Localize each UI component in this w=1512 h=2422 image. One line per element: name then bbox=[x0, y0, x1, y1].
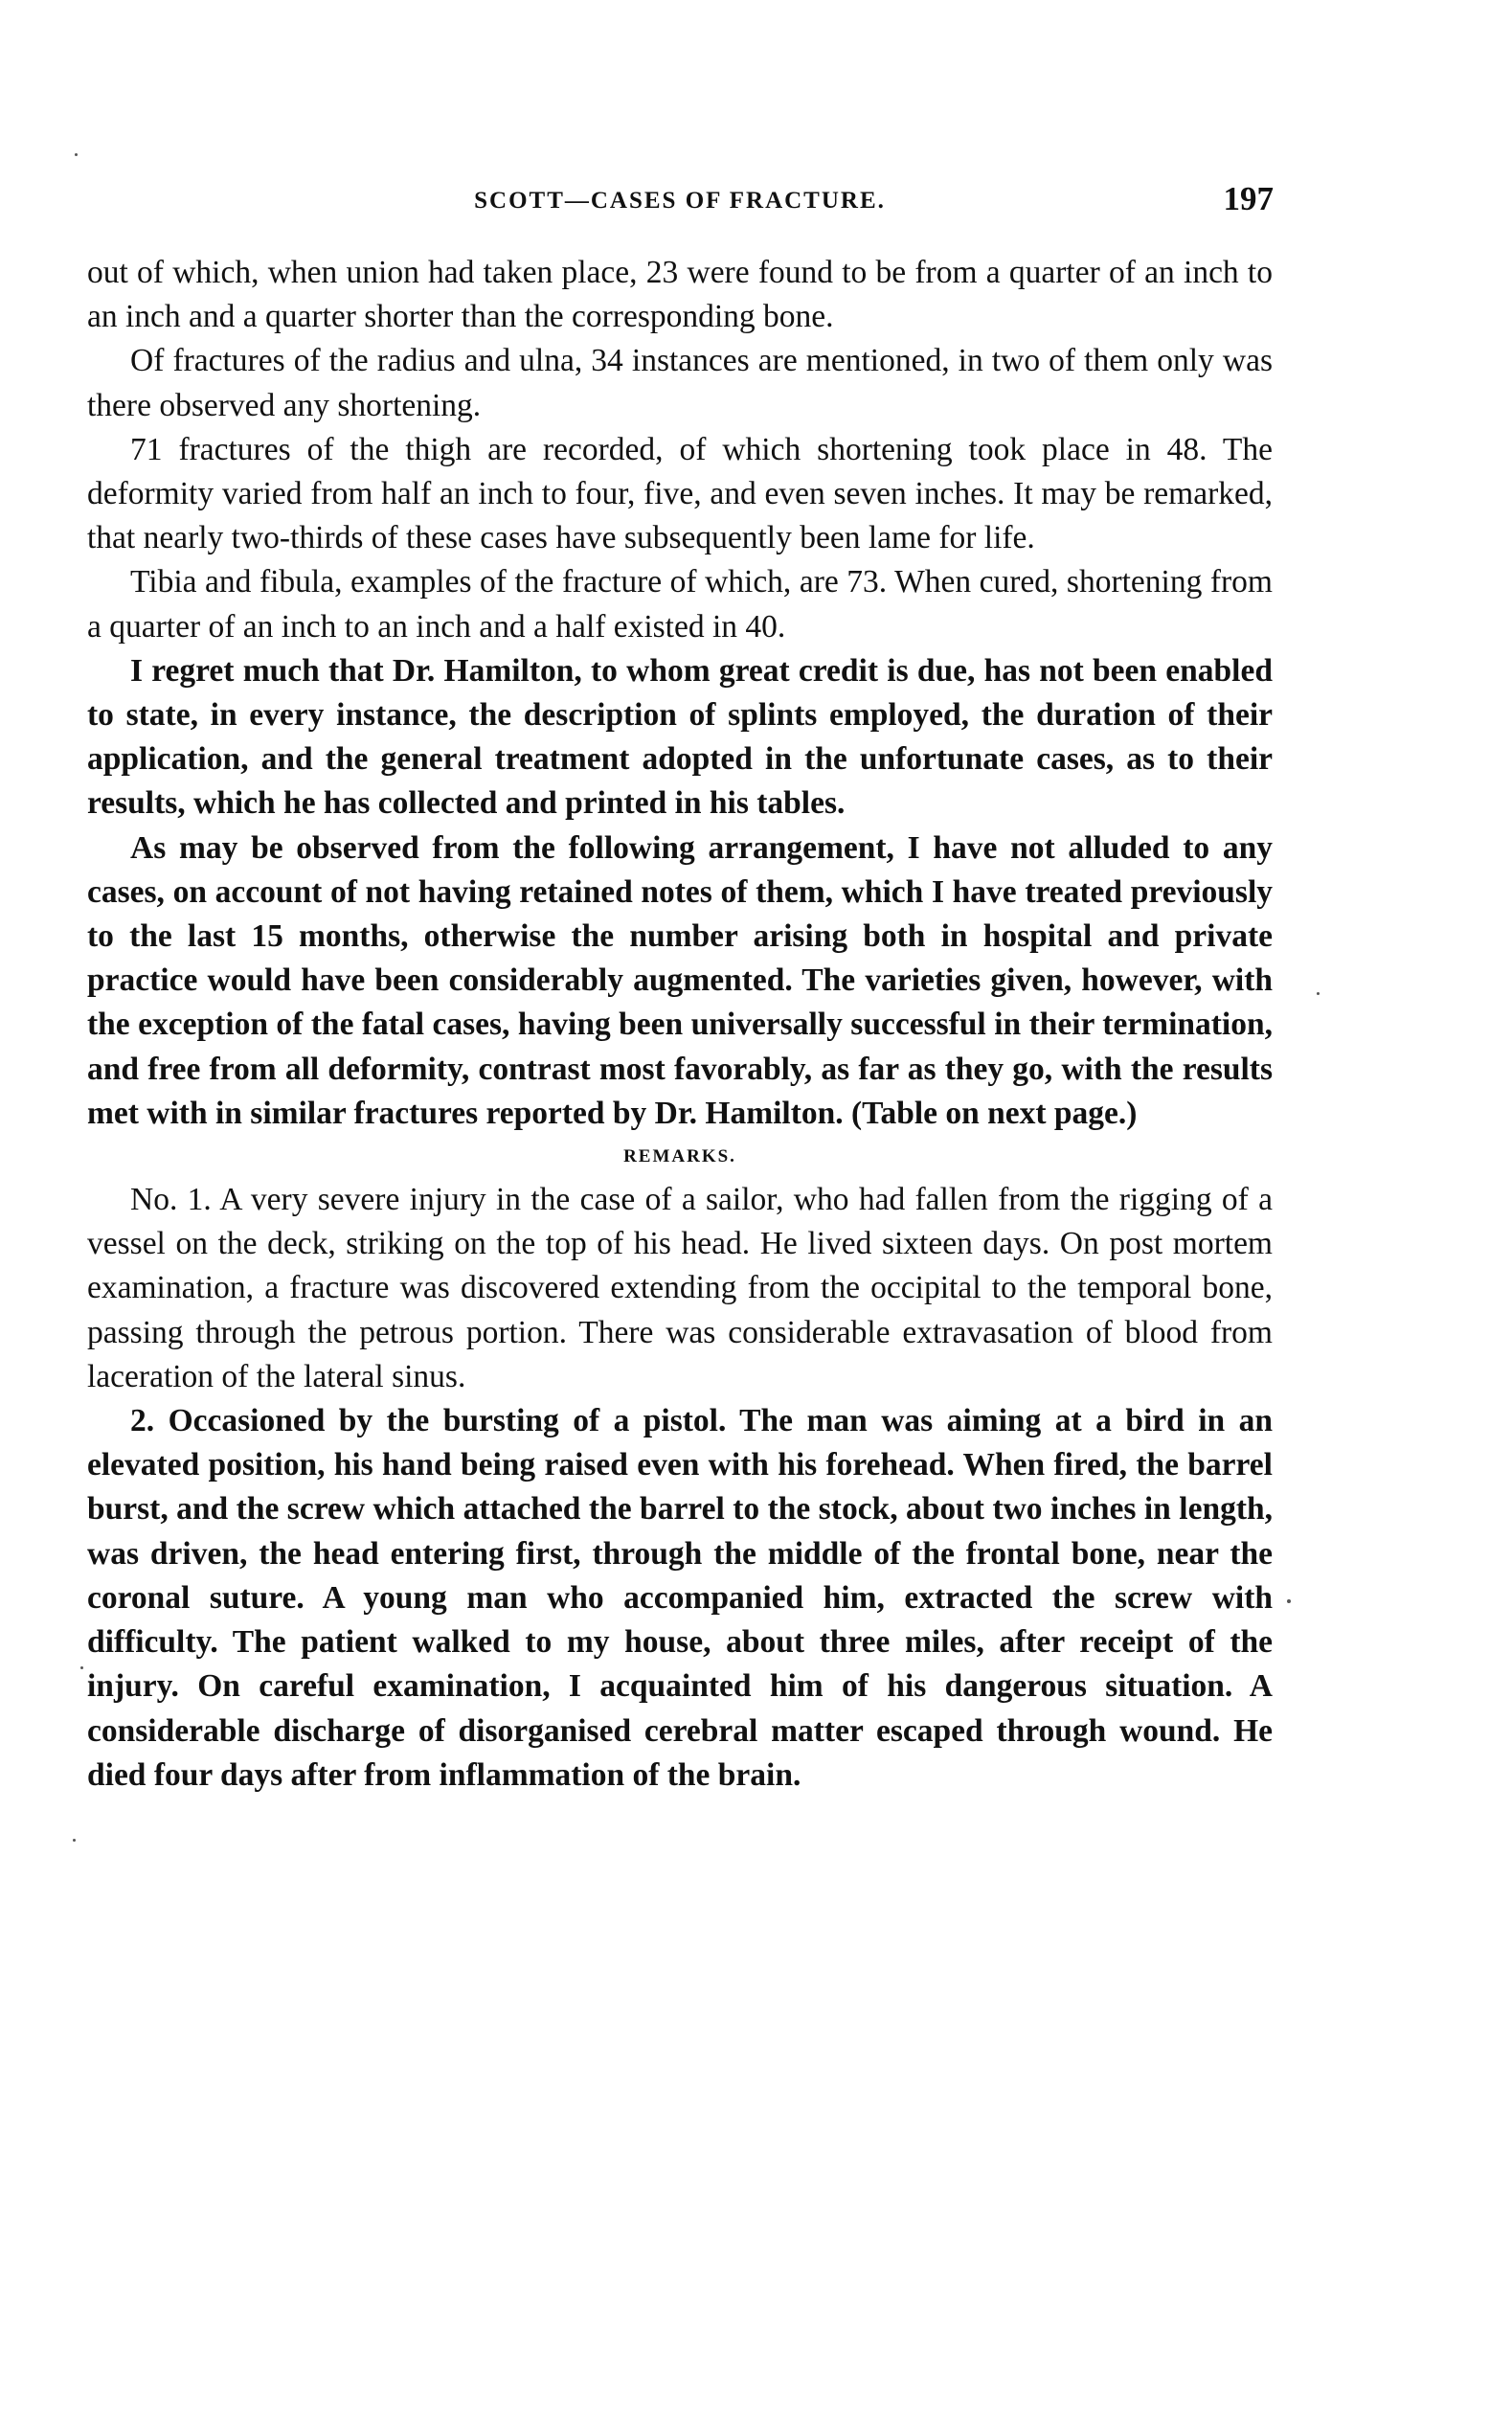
scan-speck bbox=[1317, 992, 1320, 995]
paragraph-hamilton-regret: I regret much that Dr. Hamilton, to whom great credit is due, has not been enabled to state, in every instance, the description of splints employed, the duration of their application, and the general treatment adopted in the unfortunate cases, as to their results, which he has collected and printed in his tables. bbox=[87, 652, 1273, 822]
scan-speck bbox=[80, 1666, 83, 1669]
paragraph-arrangement: As may be observed from the following arrangement, I have not alluded to any cases, on account of not having retained notes of them, which I have treated previously to the last 15 months, otherwise the number arising both in hospital and private practice would have been considerably augmented. The varieties given, however, with the exception of the fatal cases, having been universally successful in their termination, and free from all deformity, contrast most favorably, as far as they go, with the results met with in similar fractures reported by Dr. Hamilton. (Table on next page.) bbox=[87, 829, 1273, 1131]
page-header bbox=[86, 180, 1274, 228]
paragraph-tibia-fibula: Tibia and fibula, examples of the fracture of which, are 73. When cured, shortening from a quarter of an inch to an inch and a half existed in 40. bbox=[87, 564, 1273, 645]
page-number: 197 bbox=[1223, 180, 1274, 217]
body-text bbox=[87, 251, 1273, 1798]
scan-speck bbox=[1287, 1599, 1291, 1603]
paragraph-continuation: out of which, when union had taken place, 23 were found to be from a quarter of an inch to an inch and a quarter shorter than the corresponding bone. bbox=[87, 255, 1273, 335]
scan-speck bbox=[73, 1839, 76, 1842]
paragraph-radius-ulna: Of fractures of the radius and ulna, 34 instances are mentioned, in two of them only was there observed any shortening. bbox=[87, 343, 1273, 423]
remark-case-2: 2. Occasioned by the bursting of a pistol. The man was aiming at a bird in an elevated position, his hand being raised even with his forehead. When fired, the barrel burst, and the screw which attached the barrel to the stock, about two inches in length, was driven, the head entering first, through the middle of the frontal bone, near the coronal suture. A young man who accompanied him, extracted the screw with difficulty. The patient walked to my house, about three miles, after receipt of the injury. On careful examination, I acquainted him of his dangerous situation. A considerable discharge of disorganised cerebral matter escaped through wound. He died four days after from inflammation of the brain. bbox=[87, 1403, 1273, 1793]
remarks-heading: REMARKS. bbox=[623, 1146, 736, 1167]
remark-case-1: No. 1. A very severe injury in the case of a sailor, who had fallen from the rigging of a vessel on the deck, striking on the top of his head. He lived sixteen days. On post mortem examination, a fracture was discovered extending from the occipital to the temporal bone, passing through the petrous portion. There was considerable extravasation of blood from laceration of the lateral sinus. bbox=[87, 1182, 1273, 1394]
running-head: SCOTT—CASES OF FRACTURE. bbox=[474, 188, 886, 214]
scan-speck bbox=[75, 153, 78, 156]
paragraph-thigh: 71 fractures of the thigh are recorded, of which shortening took place in 48. The deformity varied from half an inch to four, five, and even seven inches. It may be remarked, that nearly two-thirds of these cases have subsequently been lame for life. bbox=[87, 431, 1273, 556]
